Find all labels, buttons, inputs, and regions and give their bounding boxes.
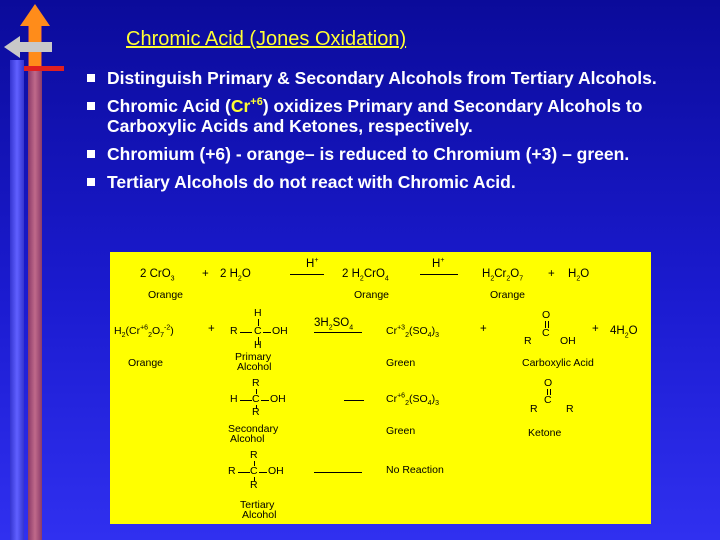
atom-c: C bbox=[252, 393, 260, 405]
group-oh: OH bbox=[268, 465, 284, 477]
alcohol-label: Tertiary bbox=[240, 499, 275, 511]
alcohol-label: Alcohol bbox=[230, 433, 265, 445]
atom-c: C bbox=[250, 465, 258, 477]
oxidation-state: +6 bbox=[250, 96, 263, 109]
bullet-text: Distinguish Primary & Secondary Alcohols from Tertiary Alcohols. bbox=[107, 68, 657, 88]
bond bbox=[263, 332, 271, 333]
atom-r: R bbox=[228, 465, 236, 477]
reaction-arrow bbox=[344, 400, 364, 401]
chromium-symbol: Cr bbox=[230, 96, 251, 116]
product-h2cro4: 2 $H_2CrO_4$ bbox=[342, 268, 389, 283]
atom-r: R bbox=[252, 406, 260, 418]
bond bbox=[238, 472, 250, 473]
bullet-item bbox=[86, 96, 686, 136]
catalyst-h: H+ bbox=[306, 257, 319, 270]
bullet-square-icon bbox=[87, 102, 95, 110]
product-cr: $Cr^{+6}_2(SO_4)_3$ bbox=[386, 392, 439, 408]
atom-c: C bbox=[254, 325, 262, 337]
bullet-square-icon bbox=[87, 178, 95, 186]
reaction-arrow bbox=[314, 332, 362, 333]
atom-r: R bbox=[252, 377, 260, 389]
plus-sign: + bbox=[592, 323, 599, 335]
bullet-item bbox=[86, 172, 686, 192]
bond bbox=[240, 400, 252, 401]
reactant-water: 2 $H_2O$ bbox=[220, 268, 251, 283]
reagent-dichromate: $H_2(Cr^{+6}_2O_7^{-2})$ bbox=[114, 324, 174, 340]
atom-h: H bbox=[230, 393, 238, 405]
bullet-square-icon bbox=[87, 150, 95, 158]
color-label: Orange bbox=[490, 289, 526, 301]
group-oh: OH bbox=[560, 335, 576, 347]
group-oh: OH bbox=[272, 325, 288, 337]
left-arrow-icon bbox=[4, 36, 20, 58]
atom-r: R bbox=[250, 479, 258, 491]
decorative-bar bbox=[10, 60, 24, 540]
atom-h: H bbox=[254, 339, 262, 351]
atom-c: C bbox=[544, 394, 552, 406]
product-cr3: $Cr^{+3}_2(SO_4)_3$ bbox=[386, 324, 439, 340]
atom-r: R bbox=[230, 325, 238, 337]
atom-r: R bbox=[250, 449, 258, 461]
product-water: $H_2O$ bbox=[568, 268, 590, 283]
atom-c: C bbox=[542, 327, 550, 339]
product-water: $4H_2O$ bbox=[610, 325, 638, 340]
plus-sign: + bbox=[480, 323, 487, 335]
atom-r: R bbox=[566, 403, 574, 415]
reaction-diagram bbox=[110, 252, 651, 524]
bond bbox=[240, 332, 252, 333]
bullet-square-icon bbox=[87, 74, 95, 82]
atom-h: H bbox=[254, 307, 262, 319]
bullet-list bbox=[86, 68, 686, 200]
bullet-text: ) oxidizes Primary and Secondary Alcohols to Carboxylic Acids and Ketones, respectively. bbox=[107, 96, 643, 136]
catalyst-h: H+ bbox=[432, 257, 445, 270]
no-reaction-label: No Reaction bbox=[386, 464, 444, 476]
product-h2cr2o7: $H_2Cr_2O_7$ bbox=[482, 268, 524, 283]
color-label: Orange bbox=[128, 357, 164, 369]
atom-r: R bbox=[524, 335, 532, 347]
slide-title: Chromic Acid (Jones Oxidation) bbox=[126, 28, 407, 50]
equilibrium-arrow bbox=[420, 274, 458, 275]
reactant-cro3: 2 CrO$_3$ bbox=[140, 268, 175, 283]
reaction-arrow bbox=[314, 472, 362, 473]
atom-o: O bbox=[542, 309, 551, 321]
bullet-text: Tertiary Alcohols do not react with Chromic Acid. bbox=[107, 172, 516, 192]
bullet-item bbox=[86, 68, 686, 88]
reagent-acid: $3H_2SO_4$ bbox=[314, 317, 354, 332]
color-label: Orange bbox=[354, 289, 390, 301]
plus-sign: + bbox=[548, 268, 555, 280]
plus-sign: + bbox=[208, 323, 215, 335]
bullet-item bbox=[86, 144, 686, 164]
decorative-shaft bbox=[28, 20, 42, 540]
decorative-red-line bbox=[24, 66, 64, 71]
atom-o: O bbox=[544, 377, 553, 389]
product-label: Carboxylic Acid bbox=[522, 357, 594, 369]
alcohol-label: Primary bbox=[235, 351, 272, 363]
bond bbox=[261, 400, 269, 401]
bond bbox=[259, 472, 267, 473]
group-oh: OH bbox=[270, 393, 286, 405]
equilibrium-arrow bbox=[290, 274, 324, 275]
up-arrow-icon bbox=[20, 4, 50, 26]
product-label: Ketone bbox=[528, 427, 562, 439]
bullet-text: Chromium (+6) - orange– is reduced to Chromium (+3) – green. bbox=[107, 144, 630, 164]
color-label: Green bbox=[386, 425, 416, 437]
left-arrow-shaft bbox=[18, 42, 52, 52]
color-label: Green bbox=[386, 357, 416, 369]
alcohol-label: Alcohol bbox=[242, 509, 277, 521]
alcohol-label: Alcohol bbox=[237, 361, 272, 373]
color-label: Orange bbox=[148, 289, 184, 301]
atom-r: R bbox=[530, 403, 538, 415]
plus-sign: + bbox=[202, 268, 209, 280]
bullet-text: Chromic Acid ( bbox=[107, 96, 231, 116]
alcohol-label: Secondary bbox=[228, 423, 279, 435]
